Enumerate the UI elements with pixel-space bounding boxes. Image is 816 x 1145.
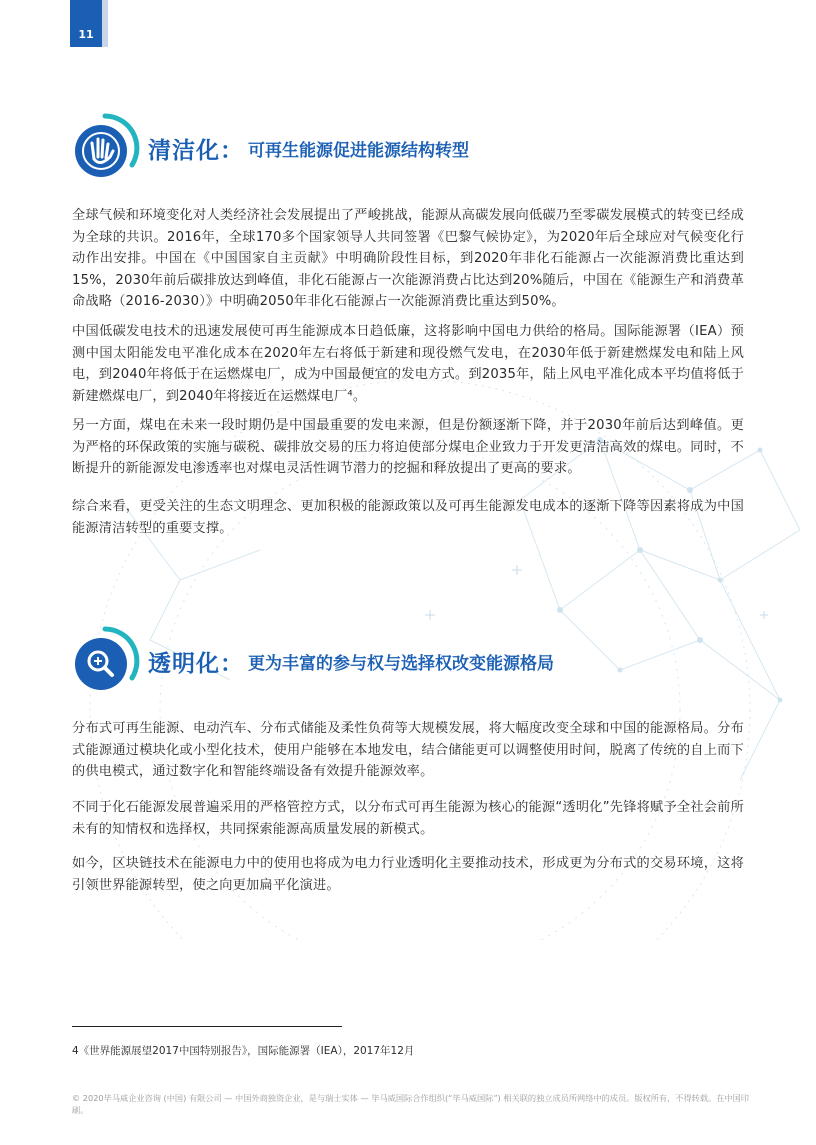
paragraph: 另一方面，煤电在未来一段时期仍是中国最重要的发电来源，但是份额逐渐下降，并于2030年前后达到峰值。更为严格的环保政策的实施与碳税、碳排放交易的压力将迫使部分煤电企业致力于开发更清洁高效的煤电。同时，不断提升的新能源发电渗透率也对煤电灵活性调节潜力的挖掘和释放提出了更高的要求。 [72,418,744,476]
section-title: 透明化： [148,650,244,677]
footnote-divider [72,1026,342,1027]
hand-globe-icon [70,113,140,183]
paragraph: 中国低碳发电技术的迅速发展使可再生能源成本日趋低廉，这将影响中国电力供给的格局。国际能源署（IEA）预测中国太阳能发电平准化成本在2020年左右将低于新建和现役燃气发电，在2030年低于新建燃煤发电和陆上风电，到2040年将低于在运燃煤电厂，成为中国最便宜的发电方式。到2035年，陆上风电平准化成本平均值将低于新建燃煤电厂，到2040年将接近在运燃煤电厂⁴。 [72,324,744,404]
section-title: 清洁化： [148,137,244,164]
copyright-notice: © 2020毕马威企业咨询 (中国) 有限公司 — 中国外商独资企业，是与瑞士实体 — 毕马威国际合作组织(“毕马威国际”) 相关联的独立成员所网络中的成员。版权所有，不得转载。在中国印刷。 [72,1093,749,1115]
paragraph: 分布式可再生能源、电动汽车、分布式储能及柔性负荷等大规模发展，将大幅度改变全球和中国的能源格局。分布式能源通过模块化或小型化技术，使用户能够在本地发电，结合储能更可以调整使用时间，脱离了传统的自上而下的供电模式，通过数字化和智能终端设备有效提升能源效率。 [72,721,744,779]
magnifier-icon [70,626,140,696]
section-clean-header [70,113,469,183]
footnote: 4《世界能源展望2017中国特别报告》，国际能源署（IEA），2017年12月 [72,1045,415,1057]
paragraph: 如今，区块链技术在能源电力中的使用也将成为电力行业透明化主要推动技术，形成更为分布式的交易环境，这将引领世界能源转型，使之向更加扁平化演进。 [72,856,744,893]
section-subtitle: 可再生能源促进能源结构转型 [248,140,469,161]
section-transparent-header [70,626,554,696]
page-tab-shadow [102,0,108,47]
paragraph: 综合来看，更受关注的生态文明理念、更加积极的能源政策以及可再生能源发电成本的逐渐下降等因素将成为中国能源清洁转型的重要支撑。 [72,499,744,536]
paragraph: 不同于化石能源发展普遍采用的严格管控方式，以分布式可再生能源为核心的能源“透明化”先锋将赋予全社会前所未有的知情权和选择权，共同探索能源高质量发展的新模式。 [72,800,744,837]
section-subtitle: 更为丰富的参与权与选择权改变能源格局 [248,653,554,674]
paragraph: 全球气候和环境变化对人类经济社会发展提出了严峻挑战，能源从高碳发展向低碳乃至零碳发展模式的转变已经成为全球的共识。2016年，全球170多个国家领导人共同签署《巴黎气候协定》，为2020年后全球应对气候变化行动作出安排。中国在《中国国家自主贡献》中明确阶段性目标，到2020年非化石能源占一次能源消费比重达到15%，2030年前后碳排放达到峰值，非化石能源占一次能源消费占比达到20%随后，中国在《能源生产和消费革命战略（2016-2030）》中明确2050年非化石能源占一次能源消费比重达到50%。 [72,208,744,309]
page-number: 11 [70,0,102,47]
